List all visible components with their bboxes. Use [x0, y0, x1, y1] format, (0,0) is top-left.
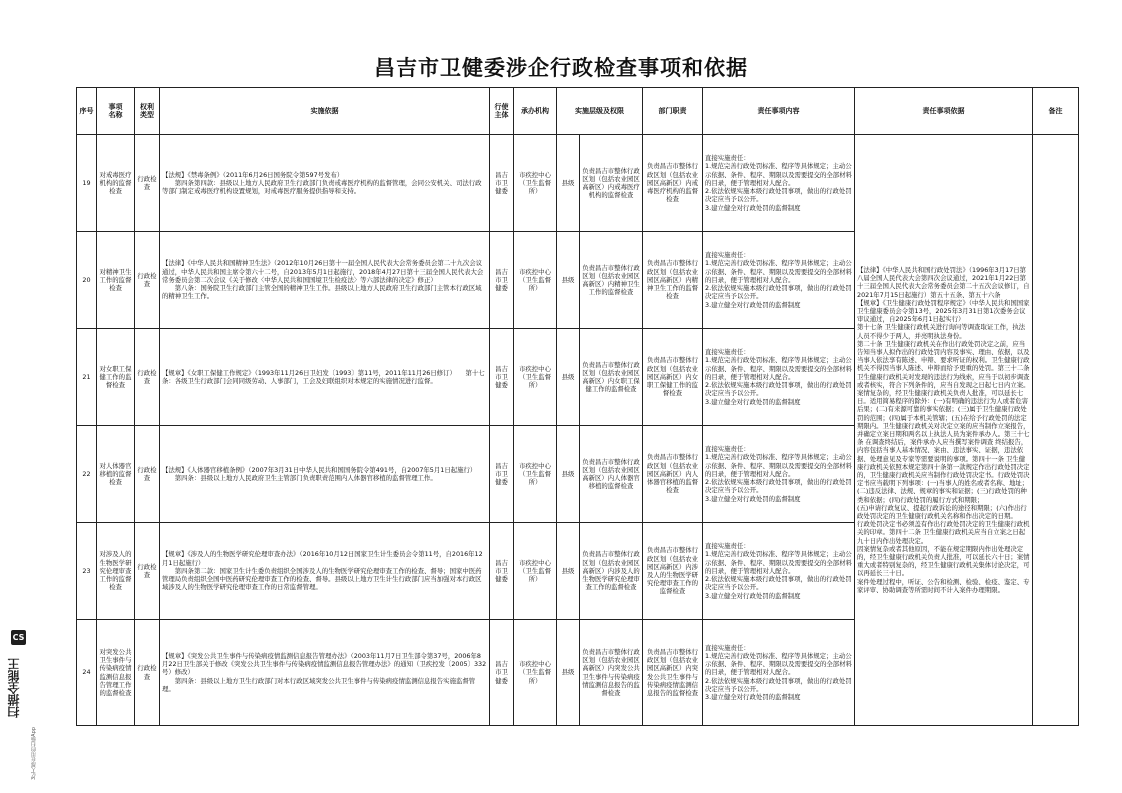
row-name: 对人体器官移植的监督检查: [97, 426, 135, 523]
row-no: 19: [77, 135, 97, 232]
row-no: 21: [77, 329, 97, 426]
row-scope: 负责昌吉市整体行政区划（包括农业园区高新区）内精神卫生工作的监督检查: [580, 232, 643, 329]
row-content: 直接实施责任： 1.规范完善行政处罚标准、程序等具体规定；主动公示依据、条件、程序、期限以及需要提交的全部材料的目录，便于管理相对人配合。 2.依法依规实施本级行政处罚事项，做出的行政处罚决定应当予以公开。 3.建立健全对行政处罚的监督制度: [703, 329, 855, 426]
row-agency: 市疾控中心（卫生监督所）: [514, 426, 557, 523]
row-subject: 昌吉市卫健委: [490, 426, 514, 523]
row-no: 24: [77, 620, 97, 726]
header-content: 责任事项内容: [703, 88, 855, 135]
row-content: 直接实施责任： 1.规范完善行政处罚标准、程序等具体规定；主动公示依据、条件、程序、期限以及需要提交的全部材料的目录，便于管理相对人配合。 2.依法依规实施本级行政处罚事项，做出的行政处罚决定应当予以公开。 3.建立健全对行政处罚的监督制度: [703, 523, 855, 620]
header-law-basis: 责任事项依据: [855, 88, 1033, 135]
row-subject: 昌吉市卫健委: [490, 135, 514, 232]
row-basis: 【规章】《涉及人的生物医学研究伦理审查办法》（2016年10月12日国家卫生计生委员会令第11号，自2016年12月1日起施行） 第四条第二款：国家卫生计生委负责组织全国涉及人的生物医学研究伦理审查工作的检查、督导；国家中医药管理局负责组织全国中医药研究伦理审查工作的检查、督导。县级以上地方卫生计生行政部门应当加强对本行政区域涉及人的生物医学研究伦理审查工作的日常监督管理。: [160, 523, 490, 620]
row-duty: 负责昌吉市整体行政区划（包括农业园区高新区）内涉及人的生物医学研究伦理审查工作的监督检查: [643, 523, 703, 620]
row-duty: 负责昌吉市整体行政区划（包括农业园区高新区）内突发公共卫生事件与传染病疫情监测信息报告的监督检查: [643, 620, 703, 726]
header-duty: 部门职责: [643, 88, 703, 135]
header-power-type: 权利 类型: [135, 88, 160, 135]
row-level: 县级: [557, 135, 580, 232]
header-agency: 承办机构: [514, 88, 557, 135]
page-title: 昌吉市卫健委涉企行政检查事项和依据: [374, 55, 748, 80]
scanner-logo-icon: CS: [11, 630, 26, 645]
row-agency: 市疾控中心（卫生监督所）: [514, 329, 557, 426]
header-basis: 实施依据: [160, 88, 490, 135]
row-subject: 昌吉市卫健委: [490, 523, 514, 620]
row-type: 行政检查: [135, 232, 160, 329]
row-scope: 负责昌吉市整体行政区划（包括农业园区高新区）内戒毒医疗机构的监督检查: [580, 135, 643, 232]
row-name: 对女职工保健工作的监督检查: [97, 329, 135, 426]
row-duty: 负责昌吉市整体行政区划（包括农业园区高新区）内精神卫生工作的监督检查: [643, 232, 703, 329]
row-content: 直接实施责任： 1.规范完善行政处罚标准、程序等具体规定；主动公示依据、条件、程序、期限以及需要提交的全部材料的目录，便于管理相对人配合。 2.依法依规实施本级行政处罚事项，做出的行政处罚决定应当予以公开。 3.建立健全对行政处罚的监督制度: [703, 232, 855, 329]
header-level: 实施层级及权限: [557, 88, 643, 135]
row-type: 行政检查: [135, 426, 160, 523]
remark-cell: [1033, 135, 1079, 726]
row-type: 行政检查: [135, 135, 160, 232]
row-subject: 昌吉市卫健委: [490, 329, 514, 426]
inspection-table: [76, 87, 1079, 726]
row-agency: 市疾控中心（卫生监督所）: [514, 232, 557, 329]
row-content: 直接实施责任： 1.规范完善行政处罚标准、程序等具体规定；主动公示依据、条件、程序、期限以及需要提交的全部材料的目录，便于管理相对人配合。 2.依法依规实施本级行政处罚事项，做出的行政处罚决定应当予以公开。 3.建立健全对行政处罚的监督制度: [703, 620, 855, 726]
row-type: 行政检查: [135, 620, 160, 726]
row-type: 行政检查: [135, 523, 160, 620]
row-level: 县级: [557, 426, 580, 523]
table-header-row: [77, 88, 1079, 135]
header-subject: 行使 主体: [490, 88, 514, 135]
row-content: 直接实施责任： 1.规范完善行政处罚标准、程序等具体规定；主动公示依据、条件、程序、期限以及需要提交的全部材料的目录，便于管理相对人配合。 2.依法依规实施本级行政处罚事项，做出的行政处罚决定应当予以公开。 3.建立健全对行政处罚的监督制度: [703, 135, 855, 232]
row-basis: 【法规】《禁毒条例》（2011年6月26日国务院令第597号发布） 第四条第四款：县级以上地方人民政府卫生行政部门负责戒毒医疗机构的监督管理，会同公安机关、司法行政等部门制定戒毒医疗机构设置规划，对戒毒医疗服务提供指导和支持。: [160, 135, 490, 232]
table-row: [77, 135, 1079, 232]
row-name: 对突发公共卫生事件与传染病疫情监测信息报告管理工作的监督检查: [97, 620, 135, 726]
row-no: 23: [77, 523, 97, 620]
row-level: 县级: [557, 620, 580, 726]
row-subject: 昌吉市卫健委: [490, 620, 514, 726]
header-item-name: 事项 名称: [97, 88, 135, 135]
row-duty: 负责昌吉市整体行政区划（包括农业园区高新区）内人体器官移植的监督检查: [643, 426, 703, 523]
row-scope: 负责昌吉市整体行政区划（包括农业园区高新区）内突发公共卫生事件与传染病疫情监测信息报告的监督检查: [580, 620, 643, 726]
row-level: 县级: [557, 523, 580, 620]
row-name: 对精神卫生工作的监督检查: [97, 232, 135, 329]
row-type: 行政检查: [135, 329, 160, 426]
row-duty: 负责昌吉市整体行政区划（包括农业园区高新区）内戒毒医疗机构的监督检查: [643, 135, 703, 232]
row-basis: 【规章】《女职工保健工作规定》（1993年11月26日卫妇发〔1993〕第11号，2011年11月26日修订） 第十七条：各级卫生行政部门会同同级劳动、人事部门，工会及妇联组织对本规定的实施情况进行监督。: [160, 329, 490, 426]
law-basis-cell: 【法律】《中华人民共和国行政处罚法》（1996年3月17日第八届全国人民代表大会第四次会议通过，2021年1月22日第十三届全国人民代表大会常务委员会第二十五次会议修订，自2021年7月15日起施行）第五十五条、第五十六条 【规章】《卫生健康行政处罚程序规定》（中华人民共和国国家卫生健康委员会令第13号，2025年3月31日第1次委务会议审议通过，自2025年6月1日起实行） 第十七条 卫生健康行政机关进行询问等调查取证工作，执法人员不得少于两人，并亮明执法身份。 第二十条 卫生健康行政机关在作出行政处罚决定之前，应当告知当事人拟作出的行政处罚内容及事实、理由、依据，以及当事人依法享有陈述、申辩、要求听证的权利。卫生健康行政机关不得因当事人陈述、申辩而给予更重的处罚。第三十二条 卫生健康行政机关对发现的违法行为线索，应当于以初步调查或者核实，符合下列条件的，应当自发现之日起七日内立案。案情复杂的，经卫生健康行政机关负责人批准，可以延长七日。适用简易程序的除外：(一)有明确的违法行为人或者危害后果；(二)有来源可靠的事实依据；(三)属于卫生健康行政处罚的范围；(四)属于本机关管辖；(五)在给予行政处罚的法定期限内。卫生健康行政机关对决定立案的应当制作立案报告，并确定立案日期和两名以上执法人员为案件承办人。第三十七条 在调查终结后，案件承办人应当撰写案件调查 终结报告，内容包括当事人基本情况、案由、违法事实、证据，违法依据、处理意见及专家等需要说明的事项。第四十一条 卫生健康行政机关依照本规定第四十条第一款规定作出行政处罚决定的，卫生健康行政机关应当制作行政处罚决定书。行政处罚决定书应当载明下列事项：(一)当事人的姓名或者名称、地址；(二)违反法律、法规、规章的事实和证据；(三)行政处罚的种类和依据；(四)行政处罚的履行方式和期限； (五)申请行政复议、提起行政诉讼的途径和期限；(六)作出行政处罚决定的卫生健康行政机关名称和作出决定的日期。 行政处罚决定书必须盖有作出行政处罚决定的卫生健康行政机关的印章。第四十二条 卫生健康行政机关应当自立案之日起九十日内作出处理决定。 因案情复杂或者其他原因，不能在规定期限内作出处理决定的，经卫生健康行政机关负责人批准，可以延长六十日；案情重大或者特别复杂的，经卫生健康行政机关集体讨论决定，可以再延长三十日。 案件处理过程中，听证、公告和检测、检验、检疫、鉴定、专家评审、协助调查等所需时间不计入案件办理期限。: [855, 135, 1033, 726]
scanner-brand: 扫描全能王: [7, 658, 21, 718]
row-agency: 市疾控中心（卫生监督所）: [514, 620, 557, 726]
row-subject: 昌吉市卫健委: [490, 232, 514, 329]
row-basis: 【规章】《突发公共卫生事件与传染病疫情监测信息报告管理办法》（2003年11月7日卫生部令第37号，2006年8月22日卫生部关于修改《突发公共卫生事件与传染病疫情监测信息报告管理办法》的通知（卫疾控发〔2005〕332号）修改） 第四条：县级以上地方卫生行政部门对本行政区域突发公共卫生事件与传染病疫情监测信息报告实施监督管理。: [160, 620, 490, 726]
row-no: 22: [77, 426, 97, 523]
scanner-watermark: [2, 630, 46, 780]
row-scope: 负责昌吉市整体行政区划（包括农业园区高新区）内女职工保健工作的监督检查: [580, 329, 643, 426]
row-content: 直接实施责任： 1.规范完善行政处罚标准、程序等具体规定；主动公示依据、条件、程序、期限以及需要提交的全部材料的目录，便于管理相对人配合。 2.依法依规实施本级行政处罚事项，做出的行政处罚决定应当予以公开。 3.建立健全对行政处罚的监督制度: [703, 426, 855, 523]
row-basis: 【法律】《中华人民共和国精神卫生法》（2012年10月26日第十一届全国人民代表大会常务委员会第二十九次会议通过，中华人民共和国主席令第六十二号，自2013年5月1日起施行，2018年4月27日第十三届全国人民代表大会常务委员会第二次会议《关于修改〈中华人民共和国国境卫生检疫法〉等六部法律的决定》修正） 第八条：国务院卫生行政部门主管全国的精神卫生工作。县级以上地方人民政府卫生行政部门主管本行政区域的精神卫生工作。: [160, 232, 490, 329]
header-remark: 备注: [1033, 88, 1079, 135]
row-no: 20: [77, 232, 97, 329]
row-duty: 负责昌吉市整体行政区划（包括农业园区高新区）内女职工保健工作的监督检查: [643, 329, 703, 426]
row-name: 对戒毒医疗机构的监督检查: [97, 135, 135, 232]
row-level: 县级: [557, 232, 580, 329]
row-name: 对涉及人的生物医学研究伦理审查工作的监督检查: [97, 523, 135, 620]
row-agency: 市疾控中心（卫生监督所）: [514, 135, 557, 232]
row-basis: 【法规】《人体器官移植条例》（2007年3月31日中华人民共和国国务院令第491号，自2007年5月1日起施行） 第四条：县级以上地方人民政府卫生主管部门负责职责范围内人体器官移植的监督管理工作。: [160, 426, 490, 523]
header-no: 序号: [77, 88, 97, 135]
row-level: 县级: [557, 329, 580, 426]
row-agency: 市疾控中心（卫生监督所）: [514, 523, 557, 620]
row-scope: 负责昌吉市整体行政区划（包括农业园区高新区）内人体器官移植的监督检查: [580, 426, 643, 523]
scanner-slogan: 3亿人都在用的扫描App: [31, 727, 37, 780]
row-scope: 负责昌吉市整体行政区划（包括农业园区高新区）内涉及人的生物医学研究伦理审查工作的监督检查: [580, 523, 643, 620]
